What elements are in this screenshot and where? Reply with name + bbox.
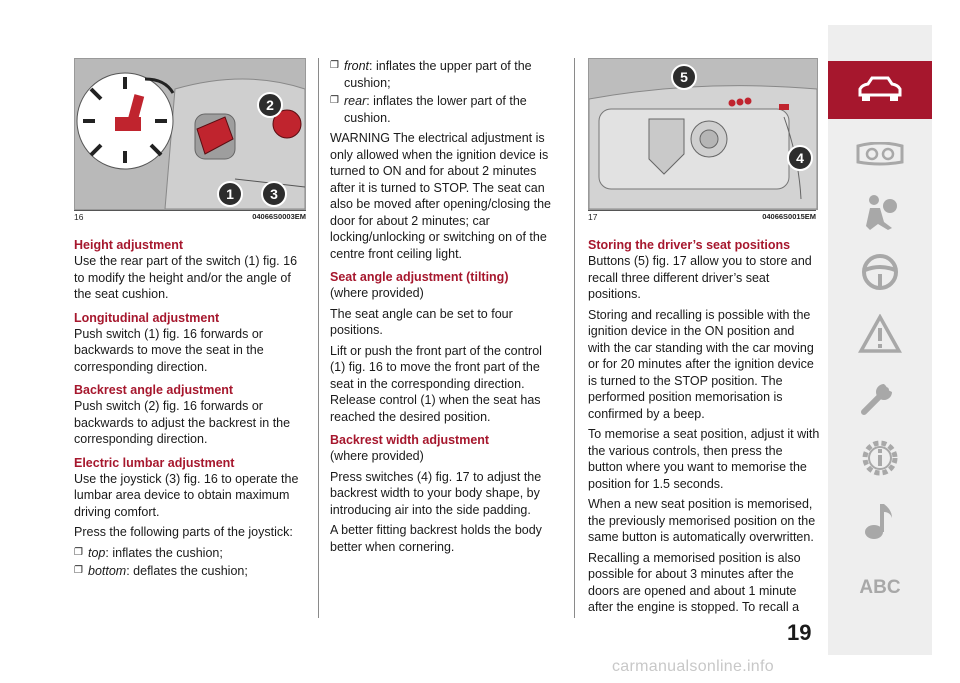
callout-1: 1 xyxy=(217,181,243,207)
heading-backrest-width: Backrest width adjustment xyxy=(330,433,490,447)
bullet-rear-text: : inflates the lower part of the cushion. xyxy=(344,94,527,125)
heading-backrest-angle: Backrest angle adjustment xyxy=(74,383,234,397)
bullet-front xyxy=(330,58,556,91)
chapter-sidebar xyxy=(828,25,932,655)
paragraph-backrest: Push switch (2) fig. 16 forwards or backwards to adjust the backrest in the corresponding direction. xyxy=(74,399,291,446)
heading-storing-positions: Storing the driver’s seat positions xyxy=(588,238,791,252)
dashboard-gauges-icon xyxy=(856,142,904,166)
page-number: 19 xyxy=(787,620,812,645)
paragraph-lumbar: Use the joystick (3) fig. 16 to operate the lumbar area device to obtain maximum driving comfort. xyxy=(74,471,299,519)
airbag-passenger-icon xyxy=(860,192,900,232)
warning-triangle-icon xyxy=(858,314,902,354)
text-column-3 xyxy=(588,230,820,620)
bullet-bottom-term: bottom xyxy=(88,564,127,578)
figure-16-seat-controls xyxy=(74,58,306,210)
figure-17-caption-rule xyxy=(588,210,816,211)
paragraph-store-conditions: Storing and recalling is possible with the ignition device in the ON position and with the car standing with the car moving or for 20 minutes after the ignition device is turned to the STOP position. The performed position memorisation is confirmed by a beep. xyxy=(588,307,814,421)
callout-5: 5 xyxy=(671,64,697,90)
callout-3: 3 xyxy=(261,181,287,207)
bullet-rear-term: rear xyxy=(344,94,367,108)
paragraph-tilt-positions: The seat angle can be set to four positions. xyxy=(330,306,513,337)
paragraph-tilt-instructions: Lift or push the front part of the control (1) fig. 16 to move the front part of the seat in the corresponding direction. Release control (1) when the seat has reached the desired position. xyxy=(330,343,542,424)
bullet-top-text: : inflates the cushion; xyxy=(105,545,223,560)
figure-17-code: 04066S0015EM xyxy=(762,212,816,221)
callout-4: 4 xyxy=(787,145,813,171)
car-icon xyxy=(856,75,904,105)
bullet-bottom-text: : deflates the cushion; xyxy=(126,564,248,578)
sidebar-item-technical-data[interactable] xyxy=(828,429,932,487)
sidebar-item-index[interactable] xyxy=(828,557,932,615)
heading-height-adjustment: Height adjustment xyxy=(74,238,184,252)
paragraph-warning: WARNING The electrical adjustment is only allowed when the ignition device is turned to ON and for about 2 minutes after it is turned to STOP. The seat can also be moved after opening/closing the door for about 2 minutes; car locking/unlocking or switching on of the centre front ceiling light. xyxy=(330,131,551,261)
paragraph-store-recall: Recalling a memorised position is also possible for about 3 minutes after the doors are opened and about 1 minute after the engine is stopped. To recall a xyxy=(588,550,801,614)
figure-16-caption-rule xyxy=(74,210,306,211)
sidebar-item-safety[interactable] xyxy=(828,183,932,241)
column-divider-1 xyxy=(318,58,319,618)
sidebar-item-multimedia[interactable] xyxy=(828,491,932,549)
paragraph-store-overwrite: When a new seat position is memorised, the previously memorised position on the same button is automatically overwritten. xyxy=(588,497,816,544)
music-note-icon xyxy=(862,498,898,542)
steering-wheel-icon xyxy=(860,252,900,292)
bullet-front-text: : inflates the upper part of the cushion; xyxy=(344,59,532,90)
paragraph-tilt-where-provided: (where provided) xyxy=(330,286,424,300)
heading-lumbar-adjustment: Electric lumbar adjustment xyxy=(74,455,235,470)
bullet-top xyxy=(74,545,306,562)
sidebar-item-maintenance[interactable] xyxy=(828,367,932,425)
bullet-rear xyxy=(330,93,556,126)
watermark: carmanualsonline.info xyxy=(612,658,774,675)
paragraph-width-switches: Press switches (4) fig. 17 to adjust the backrest width to your body shape, by introducing air into the side padding. xyxy=(330,469,542,517)
paragraph-store-buttons: Buttons (5) fig. 17 allow you to store and recall three different driver’s seat positions. xyxy=(588,254,812,301)
bullet-top-term: top xyxy=(88,545,106,560)
paragraph-press-joystick: Press the following parts of the joystick: xyxy=(74,525,293,539)
technical-info-gear-icon xyxy=(858,436,902,480)
heading-longitudinal-adjustment: Longitudinal adjustment xyxy=(74,310,220,325)
bullet-bottom xyxy=(74,563,306,580)
seat-memory-illustration xyxy=(589,59,817,209)
paragraph-height: Use the rear part of the switch (1) fig. 16 to modify the height and/or the angle of the seat cushion. xyxy=(74,254,298,301)
figure-16-caption xyxy=(74,212,306,222)
figure-17-seat-memory xyxy=(588,58,818,210)
figure-17-number: 17 xyxy=(588,212,598,222)
abc-index-icon xyxy=(855,573,905,599)
bullet-front-term: front xyxy=(344,59,370,73)
figure-16-number: 16 xyxy=(74,212,84,222)
wrench-icon xyxy=(858,374,902,418)
abc-label: ABC xyxy=(859,577,901,598)
paragraph-store-memorise: To memorise a seat position, adjust it with the various controls, then press the button where you want to memorise the position for 1.5 seconds. xyxy=(588,427,820,491)
paragraph-width-benefit: A better fitting backrest holds the body better when cornering. xyxy=(330,523,542,554)
text-column-2 xyxy=(330,58,556,559)
sidebar-item-car[interactable] xyxy=(828,61,932,119)
text-column-1 xyxy=(74,230,306,582)
paragraph-longitudinal: Push switch (1) fig. 16 forwards or backwards to move the seat in the corresponding direction. xyxy=(74,326,264,374)
callout-2: 2 xyxy=(257,92,283,118)
sidebar-item-dashboard[interactable] xyxy=(828,125,932,183)
sidebar-item-emergency[interactable] xyxy=(828,305,932,363)
heading-seat-angle-tilting: Seat angle adjustment (tilting) xyxy=(330,270,509,284)
figure-17-caption xyxy=(588,212,816,222)
column-divider-2 xyxy=(574,58,575,618)
sidebar-item-driving[interactable] xyxy=(828,243,932,301)
paragraph-width-where-provided: (where provided) xyxy=(330,449,424,463)
figure-16-code: 04066S0003EM xyxy=(252,212,306,221)
